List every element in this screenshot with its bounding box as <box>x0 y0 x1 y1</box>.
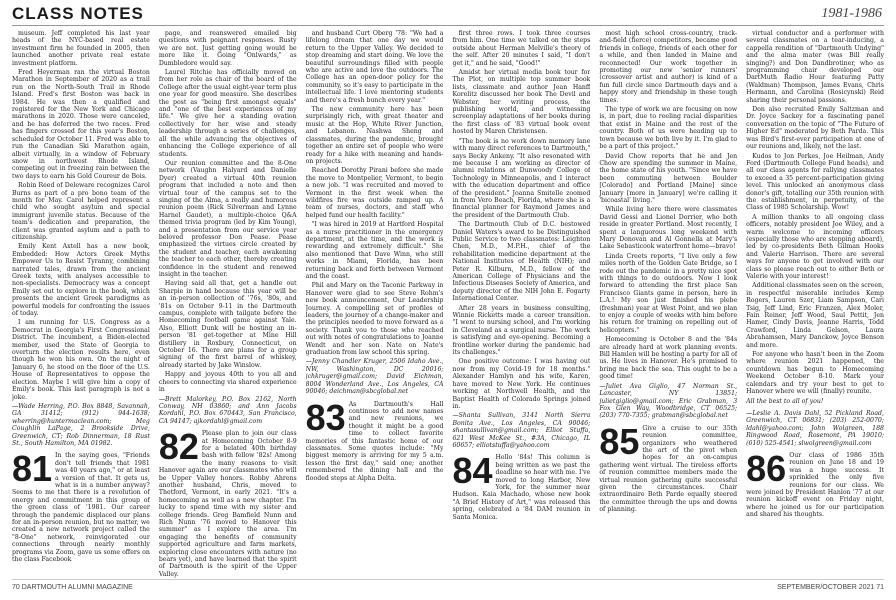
class-year-entry <box>599 420 738 514</box>
note-paragraph: After 28 years in business consulting, Winnie Ricketts made a career transition. "I went to nursing school, and I'm working in Cleveland as a surgical nurse. The work is satisfying and eye-opening. Becoming a frontline worker during the pandemic had its challenges." <box>452 304 591 357</box>
note-paragraph: most high school cross-country, track-and-field (fierce) competitors, became good friends in college, friends of each other for a while, and then landed in Maine and reconnected! Our work together in promoting our new 'senior runners' (crossover artist and author) is kind of a fun full circle since Dartmouth days and a happy story and friendship in these tough times. <box>599 30 738 104</box>
note-paragraph: One positive outcome: I was having out now from my Covid-19 for 18 months." Alexander Hamlyn and his wife, Karen, have moved to New York. He continues working at Northwell Health, and the Baptist Health of Colorado Springs joined in. <box>452 358 591 410</box>
note-paragraph: While living here there were classmates David Gessi and Lionel Dorrier, who both reside in greater Portland. Most recently, I spent a languorous long weekend with Mary Donovan and Al Gonnella at Mary's Lake Sebasticook waterfront home—bravo! <box>599 206 738 251</box>
note-paragraph: and husband Curt Oberg '78: "We had a lifelong dream that one day we would return to the Upper Valley. We decided to stop dreaming and start doing. We love the beautiful surroundings filled with people who are active and love the outdoors. The College has an open-door policy for the community, so it's easy to participate in the intellectual life. I love mentoring students and there's a fresh bunch every year." <box>305 30 444 104</box>
class-year-dropcap: 85 <box>599 420 640 462</box>
section-title: CLASS NOTES <box>12 4 144 23</box>
column-1 <box>12 30 150 578</box>
class-year-entry <box>305 396 444 482</box>
entry-text: Give a cruise to our 35th reunion committee, organizers who weathered the art of the pivot when hopes for an on-campus gathering went virtual. The tireless efforts of reunion committee members made the virtual reunion gathering quite successful given the circumstances. Chair extraordinaire Beth Parde equally steered the committee through the ups and downs of planning. <box>599 424 738 514</box>
note-paragraph: Having said all that, get a handle out Sharpie in hand because this year will be an in-person collection of '76s, '80s, and '81s on October 9-11 in the Dartmouth campus, complete with tailgate before the Homecoming football game against Yale. Also, Elliott Dunk will be hosting an in-person '81 get-together at Mine Hill distillery in Roxbury, Connecticut, on October 16. There are plans for a group signing of the first barrel of whiskey, already started by Jake Winslow. <box>158 280 297 369</box>
note-paragraph: Kudos to Jon Perkes, Joe Heilman, Andy Ford (Dartmouth College Fund heads), and all our class agents for rallying classmates to exceed a 35 percent-participation giving level. This unlocked an anonymous class donor's gift, totalling our 35th reunion with the establishment, in perpetuity, of the Class of 1985 Scholarship. Wow! <box>746 152 884 212</box>
correspondent-signature: —Brett Malorkey, P.O. Box 2162, North Conway, NH 03860; and Ann Jacobs Kordahl, P.O. Box 670443, San Francisco, CA 94147; ajkordahl@gmail.com <box>158 395 297 425</box>
entry-text: In the saying goes, "Friends don't tell friends that 1981 was 40 years ago," or at least a version of that. It gets us, what is in a number anyway? Seems to me that there is a revolution of energy and commitment in this group of the green class of '1981. Our career through the pandemic displaced our plans for an in-person reunion, but no matter, we created a new network project called the "8-One" network, reinvigorated our connections through nearly monthly programs via Zoom, gave us some offers on the class Facebook <box>12 452 150 564</box>
correspondent-signature: —Juliet Ava Giglio, 47 Norman St., Lancaster, NY 13851; julietgiglio@gmail.com; Eric Grabman, 3 Fox Glen Way, Woodbridge, CT 06525; (203) 770-7355; grabman@sbcglobal.net <box>599 382 738 420</box>
column-5 <box>599 30 737 578</box>
correspondent-signature: —Jenny Chandler Kruger, 2506 Idaho Ave., NW, Washington, DC 20016; jchkruger@gmail.com; David Eichman, 8004 Wonderland Ave., Los Angeles, CA 90046; deichman@sbcglobal.net <box>305 358 444 396</box>
footer-right-folio: SEPTEMBER/OCTOBER 2021 71 <box>777 584 884 591</box>
class-year-range: 1981-1986 <box>821 6 882 21</box>
column-2 <box>159 30 297 578</box>
note-paragraph: Fred Heyerman ran the virtual Boston Marathon in September of 2020 as a trail run on the North-South Trail in Rhode Island. Fred's first Boston was back in 1984. He was then a qualified and registered for the New York and Chicago marathons in 2020. Those were canceled, and he has deferred the two races. Fred has fingers crossed for this year's Boston, scheduled for October 11. Fred was able to run the Canadian Ski Marathon again, albeit virtually, in a window of February snow in northwest Rhode Island, competing out in freezing rain between the two days to earn his Gold Coureur de Bois. <box>12 69 150 180</box>
correspondent-signature: —Shanta Sullivan, 3141 North Sierra Bonita Ave., Los Angeles, CA 90046; shantasullivan@gmail.com; Elliot Stuffa, 621 West McKee St., #3A, Chicago, IL 60657; elliotstuffa@yahoo.com <box>452 412 591 449</box>
class-year-dropcap: 81 <box>12 448 53 490</box>
note-paragraph: virtual conductor and a performer with several classmates on a tear-inducing, a cappella rendition of "Dartmouth Undying" and the alma mater (was Bill really singing?) and Don Dandbrotiner, who as programming chair developed our DartMuth Radio Hour featuring Patty (Waldman) Thompson, James Evans, Chris Hermann, and Carolina (Rosicynski) Reid sharing their personal passions. <box>746 30 884 104</box>
note-paragraph: Homecoming is October 8 and the '84s are already hard at work planning events. Bill Hamlen will be hosting a party for all of us. He lives in Hanover. He's promised to bring me back the sea. This ought to be a good time! <box>599 336 738 381</box>
note-paragraph: page, and reanswered emailed big questions with poignant responses. Rusty we are not. Just getting going would be more like it. Going "Onlwards," as Dumbledore would say. <box>158 30 297 67</box>
footer-left-folio: 70 DARTMOUTH ALUMNI MAGAZINE <box>12 584 133 591</box>
note-paragraph: The new community here has been surprisingly rich, with great theater and music at the Hop, White River Junction, and Lebanon. Nashwa Sheng and classmates, during the pandemic, brought together an entire set of people who were ready for a hike with meaning and hands-on projects. <box>305 106 444 165</box>
class-year-dropcap: 83 <box>305 396 346 438</box>
note-paragraph: museum. Jeff completed his last year heads of the NYC-based real estate investment firm he founded in 2005, then launched another private real estate investment platform. <box>12 30 150 67</box>
class-year-entry <box>452 450 591 521</box>
footer-rule <box>12 579 884 580</box>
note-paragraph: Don also recruited Emily Saltzman and Dr. Joyce Sackey for a fascinating panel conversation on the topic of "The Future of Higher Ed" moderated by Beth Parda. This was Bird's first-ever participation at one of our reunions and, likely, not the last. <box>746 106 884 151</box>
note-paragraph: Emily Kent Axtell has a new book, Embedded: How Actors Greek Myths Empower Us to Resist Tyranny, combining narrated tales, drawn from the ancient Greek texts, with analyses accessible to non-specialists. Democracy was a concept Emily set out to explore in the book, which presents the ancient Greek paradigms as powerful models for confronting the issues of today. <box>12 243 150 318</box>
class-year-dropcap: 82 <box>158 426 199 468</box>
column-3 <box>306 30 444 578</box>
note-paragraph: I am running for U.S. Congress as a Democrat in Georgia's First Congressional District. The incumbent, a Biden-elected member, used the State of Georgia to overturn the election results here, even though he won his own. On the night of January 6, he stood on the floor of the U.S. House of Representatives to oppose the election. Maybe I will give him a copy of Emily's book. This last paragraph is not a joke. <box>12 319 150 401</box>
page-footer <box>0 582 896 598</box>
note-paragraph: Phil and Mary on the Taconic Parkway in Hanover were glad to see Steve Rohm's new book announcement, Our Leadership Journey. A compelling set of profiles of leaders, the journey of a change-maker and the principles needed to move forward as a society. Thank you to those who reached out with notes of congratulations to Joanne Wendt and her son Nate on Nate's graduation from law school this spring. <box>305 282 444 357</box>
note-paragraph: David Chow reports that he and Jen Chow are spending the summer in Maine, the home state of his youth. "Since we have been commuting between Boulder [Colorado] and Portland [Maine] since January [more in January] we're calling it 'bicoastal' living." <box>599 152 738 204</box>
entry-text: Our class of 1986 35th reunion on June 18 and 19 was a huge success. It sprinkled the only five reunions for our class. We were joined by President Hanlon '77 at our reunion kickoff event on Friday night, where he joined us for our participation and shared his thoughts. <box>746 451 884 519</box>
correspondent-signature: —Wade Herring, P.O. Box 8848, Savannah, GA 31412; (912) 944-1638; wherring@huntermaclean.com; Meg Coughlin LaPage, 2 Brookside Drive, Greenwich, CT; Rob Dinnerman, 18 Rust St., South Hamilton, MA 01982. <box>12 402 150 447</box>
correspondent-signature: All the best to all of you! <box>746 397 824 405</box>
class-year-entry <box>12 448 150 564</box>
note-paragraph: "The book is no work down memory lane with many direct references to Dartmouth," says Becky Ankeny. "It also resonated with me because I am working as director of alumni relations at Dunwoody College of Technology in Minneapolis, and I interact with the education department and office of the president." Joanna Smitelle zoomed in from Vero Beach, Florida, where she is a financial planner for Raymond James and the president of the Dartmouth Club. <box>452 137 591 219</box>
class-year-dropcap: 84 <box>452 450 493 492</box>
note-paragraph: For anyone who hasn't been in the Zoom where reunion 2021 happened, the countdown has begun to Homecoming Weekend October 8-10. Mark your calendars and try your best to get to Hanover where we will (finally) reunite. <box>746 351 884 396</box>
note-paragraph: first three rows. I took three courses from him. One time we talked on the steps outside about Herman Melville's theory of the self. After 20 minutes I said, "I don't get it," and he said, "Good!" <box>452 30 591 67</box>
note-paragraph: A million thanks to all ongoing class officers, notably president Joe Wiley, and a warm welcome to incoming officers (especially those who are stepping aboard), led by co-presidents Beth Gilman Hooks and Valerie Harrison. There are several ways for anyone to get involved with our class so please reach out to either Beth or Valerie with your interest! <box>746 213 884 280</box>
page-header <box>0 0 896 28</box>
note-paragraph: Reached Dorothy Pirani before she made the move to Montpelier, Vermont, to begin a new job. "I was recruited and moved to Vermont in the first week when the wildfires fire was outside ramped up. A team of nurses, doctors, and staff who helped fund our health facility." <box>305 167 444 219</box>
class-year-entry <box>746 447 884 519</box>
note-paragraph: Laurel Ritchie has officially moved on from her role as chair of the board of the College after the usual eight-year term plus one year for good measure. She describes the post as "being first amongst equals" and "one of the best experiences of my life." We give her a standing ovation collectively for her wise and steady leadership through a series of challenges, all the while advancing the objectives of enhancing the College experience of all students. <box>158 69 297 158</box>
column-4 <box>452 30 590 578</box>
correspondent-signature: —Leslie A. Davis Dahl, 52 Pickland Road, Greenwich, CT 06831; (203) 252-0070; ldahl@yahoo.com; John Wolgreen, 188 Ringwood Road, Rosemont, PA 19010; (610) 525-4541; slwolgreen@gmail.com <box>746 409 884 447</box>
note-paragraph: "I was hired in 2019 at Hartford Hospital as a nurse practitioner in the emergency department, at the time, and the work is rewarding and extremely difficult." She also mentioned that Dave Winn, who still works in Miami, Florida, has been returning back and forth between Vermont and the coast. <box>305 221 444 280</box>
note-paragraph: Our reunion committee and the 8-One network (Vaughn Halyard and Danielle Dyer) created a virtual 40th reunion program that included a note and then virtual tour of the campus set to the singing of the Alma, a really and humorous reunion poem (Rick Silverman and Lynne Harnel Gaudet), a multiple-choice Q&A themed trivia program (led by Kim Young), and a presentation from our service year beloved professor Don Pease. Pease emphasized the virtues circle created by the student and teacher, each awakening the teacher to each other, thereby creating confidence in the student and renewed insight in the teacher. <box>158 159 297 278</box>
note-paragraph: The type of work we are focusing on now is, in part, due to reeling racial disparities that exist in Maine and the rest of the country. Both of us were heading up to town because we both live by it. I'm glad to be a part of this project." <box>599 106 738 151</box>
note-paragraph: Additional classmates seen on the screen, in respectful miserable includes Kemp Rogers, Lauren Szer, Liam Sampson, Cari Tsig, Jeff Lind, Eric Franzen, Alex Moler, Fain Reiner, Jeff Wood, Saul Pettit, Jen Hamer, Cindy Davis, Jeanne Harris, Todd Crawford, Linda Gelson, Laura Abrahamsen, Mary Danckow, Joyce Benson and more. <box>746 282 884 349</box>
class-notes-columns <box>12 30 884 578</box>
note-paragraph: Happy and joyous 40th to you all and cheers to connecting via shared experience in <box>158 371 297 394</box>
entry-text: Hello '84s! This column is being written as we past the deadline so hear with me. I've moved to long Harbor, New York, for the summer near Hudson. Kaia Machado, whose new book "A Brief History of Art," was released this spring, celebrated a '84 DAM reunion in Santa Monica. <box>452 454 591 521</box>
column-6 <box>746 30 884 578</box>
note-paragraph: Amidst her virtual media book tour for The Plot, on multiple top summer book lists, classmate and author Jean Hanff Korelitz discussed her book The Devil and Webster, her writing process, the publishing world, and witnessing screenplay adaptations of her books during the first class of '83 virtual book event hosted by Maren Christensen. <box>452 69 591 136</box>
entry-text: Please plan to join our class at Homecoming October 8-9 for a belated 40th birthday bash with fellow '82s! Among the many reasons to visit Hanover again are our classmates who will be Upper Valley honors. Robby Ahrens another husband, Chris, moved to Thetford, Vermont, in early 2021. "It's a homecoming as well as a new chapter. I'm lucky to spend time with my sister and college friends. Greg Bamfield Nunn and Rich Nunn '76 moved to Hanover this summer" as I explore the area. I'm engaging the benefits of community supported agriculture and farm markets, exploring close encounters with nature (no bears yet), and have learned that the spirit of Dartmouth is the spirit of the Upper Valley. <box>158 430 297 578</box>
note-paragraph: Linda Creets reports, "I live only a few miles north of the Golden Gate Bridge, so I rode out the pandemic in a pretty nice spot with things to do outdoors. Now I look forward to attending the first place San Francisco Giants game in person, here in L.A.! My son just finished his plebe (freshman) year at West Point, and we plan to enjoy a couple of weeks with him before his return for training on repelling out of helicopters." <box>599 252 738 334</box>
entry-text: As Dartmouth's Hall continues to add new names and new reunions, we thought it might be a good time to collect favorite memories of this fantastic home of our classmates. Some quotes include: "My biggest memory is arriving for my 5 a.m. lesson the first day," said one; another remembered the dining hall and the flooded steps at Alpha Delta. <box>305 400 444 482</box>
note-paragraph: The Dartmouth Club of D.C. bestowed Daniel Waters's award to be Distinguished Public Service to two classmates: Leighton Chen, M.D., M.P.H., chief of the rehabilitation medicine department at the National Institutes of Health (NIH); and Peter R. Kilburn, M.D., fellow of the American College of Physicians and the Infectious Diseases Society of America, and deputy director of the NIH John E. Fogarty International Center. <box>452 221 591 303</box>
class-year-entry <box>158 426 297 578</box>
header-rule <box>12 25 884 26</box>
note-paragraph: Robin Reed of Deleware recognizes Carol Burns as part of a pro bono team of the month for May. Carol helped represent a child who sought asylum and special immigrant juvenile status. Because of the team's dedication and preparation, the client was granted asylum and a path to citizenship. <box>12 182 150 241</box>
class-year-dropcap: 86 <box>746 447 787 489</box>
